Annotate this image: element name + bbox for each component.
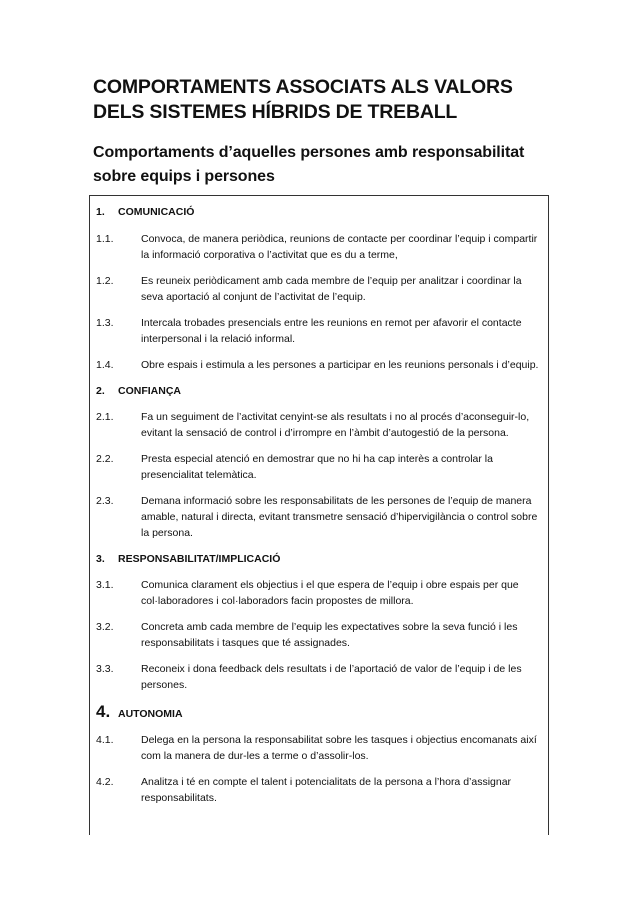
section-confianca [96, 383, 544, 541]
section-title: RESPONSABILITAT/IMPLICACIÓ [118, 553, 281, 565]
list-item [96, 315, 544, 347]
list-item [96, 273, 544, 305]
item-text: Delega en la persona la responsabilitat sobre les tasques i objectius encomanats així com la manera de dur-les a terme o d’assolir-los. [141, 734, 537, 762]
item-text: Presta especial atenció en demostrar que no hi ha cap interès a controlar la presencialitat telemàtica. [141, 453, 493, 481]
section-number: 2. [96, 385, 105, 397]
section-title: AUTONOMIA [118, 708, 183, 720]
list-item [96, 732, 544, 764]
list-item [96, 577, 544, 609]
list-item [96, 231, 544, 263]
item-number: 2.1. [96, 411, 114, 423]
section-responsabilitat [96, 551, 544, 693]
section-number: 3. [96, 553, 105, 565]
list-item [96, 661, 544, 693]
section-heading [96, 551, 544, 567]
list-item [96, 451, 544, 483]
item-number: 4.1. [96, 734, 114, 746]
section-heading [96, 703, 544, 722]
section-title: COMUNICACIÓ [118, 206, 195, 218]
section-autonomia [96, 703, 544, 806]
page-subtitle: Comportaments d’aquelles persones amb responsabilitat sobre equips i persones [93, 144, 525, 185]
item-number: 2.2. [96, 453, 114, 465]
item-text: Reconeix i dona feedback dels resultats i de l’aportació de valor de l’equip i de les persones. [141, 663, 522, 691]
list-item [96, 409, 544, 441]
item-text: Obre espais i estimula a les persones a participar en les reunions personals i d’equip. [141, 359, 539, 371]
list-item [96, 493, 544, 541]
section-number: 1. [96, 206, 105, 218]
item-number: 1.4. [96, 359, 114, 371]
item-text: Fa un seguiment de l’activitat cenyint-se als resultats i no al procés d’aconseguir-lo, evitant la sensació de control i d’irrompre en l’àmbit d’autogestió de la persona. [141, 411, 530, 439]
item-number: 1.3. [96, 317, 114, 329]
item-text: Convoca, de manera periòdica, reunions de contacte per coordinar l’equip i compartir la informació corporativa o l’activitat que es du a terme, [141, 233, 538, 261]
section-number: 4. [96, 702, 111, 721]
behaviours-list [96, 204, 544, 816]
item-number: 3.2. [96, 621, 114, 633]
item-number: 4.2. [96, 776, 114, 788]
section-comunicacio [96, 204, 544, 373]
page-title: COMPORTAMENTS ASSOCIATS ALS VALORS DELS SISTEMES HÍBRIDS DE TREBALL [93, 76, 513, 123]
item-text: Concreta amb cada membre de l’equip les expectatives sobre la seva funció i les responsabilitats i tasques que té assignades. [141, 621, 518, 649]
section-heading [96, 204, 544, 220]
section-title: CONFIANÇA [118, 385, 181, 397]
item-number: 1.2. [96, 275, 114, 287]
item-text: Intercala trobades presencials entre les reunions en remot per afavorir el contacte interpersonal i la relació informal. [141, 317, 522, 345]
list-item [96, 357, 544, 373]
list-item [96, 619, 544, 651]
item-text: Es reuneix periòdicament amb cada membre de l’equip per analitzar i coordinar la seva aportació al conjunt de l’activitat de l’equip. [141, 275, 522, 303]
item-number: 3.1. [96, 579, 114, 591]
item-number: 1.1. [96, 233, 114, 245]
item-number: 3.3. [96, 663, 114, 675]
item-text: Analitza i té en compte el talent i potencialitats de la persona a l’hora d’assignar responsabilitats. [141, 776, 512, 804]
item-number: 2.3. [96, 495, 114, 507]
item-text: Comunica clarament els objectius i el que espera de l’equip i obre espais per que col·laboradores i col·laboradors facin propostes de millora. [141, 579, 519, 607]
list-item [96, 774, 544, 806]
item-text: Demana informació sobre les responsabilitats de les persones de l’equip de manera amable, natural i directa, evitant transmetre sensació d’hipervigilància o control sobre la persona. [141, 495, 538, 539]
section-heading [96, 383, 544, 399]
